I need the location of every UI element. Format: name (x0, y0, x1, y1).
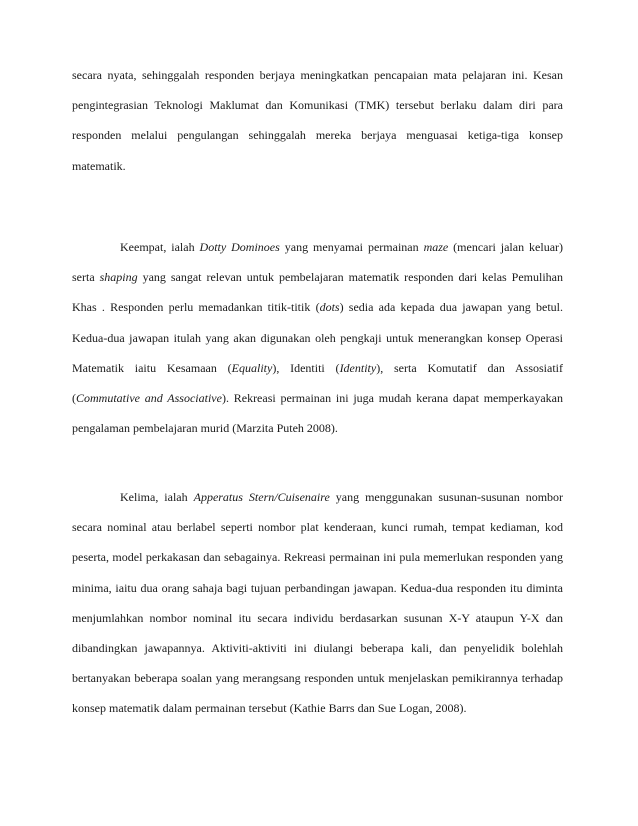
italic-term: Apperatus Stern/Cuisenaire (193, 490, 330, 504)
text-segment: (mencari jalan keluar) serta (72, 240, 564, 285)
paragraph-tmk-conclusion (72, 60, 563, 181)
text-segment: ) sedia ada kepada dua jawapan yang betul. Kedua-dua jawapan itulah yang akan digunakan oleh pengkaji untuk menerangkan konsep Operasi Matematik iaitu Kesamaan ( (72, 300, 563, 375)
italic-term: Dotty Dominoes (199, 240, 280, 254)
paragraph-cuisenaire (72, 482, 563, 724)
text-segment: yang menggunakan susunan-susunan nombor secara nominal atau berlabel seperti nombor plat kenderaan, kunci rumah, tempat kediaman, kod peserta, model perkakasan dan sebagainya. Rekreasi permainan ini pula memerlukan responden yang minima, iaitu dua orang sahaja bagi tujuan perbandingan jawapan. Kedua-dua responden itu diminta menjumlahkan nombor nominal itu secara individu berdasarkan susunan X-Y ataupun Y-X dan dibandingkan jawapannya. Aktiviti-aktiviti ini diulangi beberapa kali, dan penyelidik bolehlah bertanyakan beberapa soalan yang merangsang responden untuk menjelaskan pemikirannya terhadap konsep matematik dalam permainan tersebut (Kathie Barrs dan Sue Logan, 2008). (72, 490, 564, 716)
text-segment: ), Identiti ( (272, 360, 340, 375)
text-segment: yang sangat relevan untuk pembelajaran matematik responden dari kelas Pemulihan Khas . Responden perlu memadankan titik-titik ( (72, 270, 563, 315)
italic-term: dots (319, 300, 340, 315)
text-segment: ). Rekreasi permainan ini juga mudah kerana dapat memperkayakan pengalaman pembelajaran murid (Marzita Puteh 2008). (72, 391, 563, 436)
text-segment: secara nyata, sehinggalah responden berjaya meningkatkan pencapaian mata pelajaran ini. Kesan pengintegrasian Teknologi Maklumat dan Komunikasi (TMK) tersebut berlaku dalam diri para responden melalui pengulangan sehinggalah mereka berjaya menguasai ketiga-tiga konsep matematik. (72, 68, 563, 173)
italic-term: Equality (231, 360, 273, 375)
paragraph-dotty-dominoes (72, 232, 563, 443)
italic-term: Identity (339, 360, 377, 375)
text-segment: ), serta Komutatif dan Assosiatif ( (72, 360, 564, 406)
text-segment: Kelima, ialah (120, 490, 194, 504)
text-segment: yang menyamai permainan (279, 240, 424, 254)
italic-term: maze (423, 240, 449, 254)
italic-term: shaping (99, 270, 138, 285)
text-segment: Keempat, ialah (120, 240, 200, 254)
italic-term: Commutative and Associative (76, 391, 222, 406)
